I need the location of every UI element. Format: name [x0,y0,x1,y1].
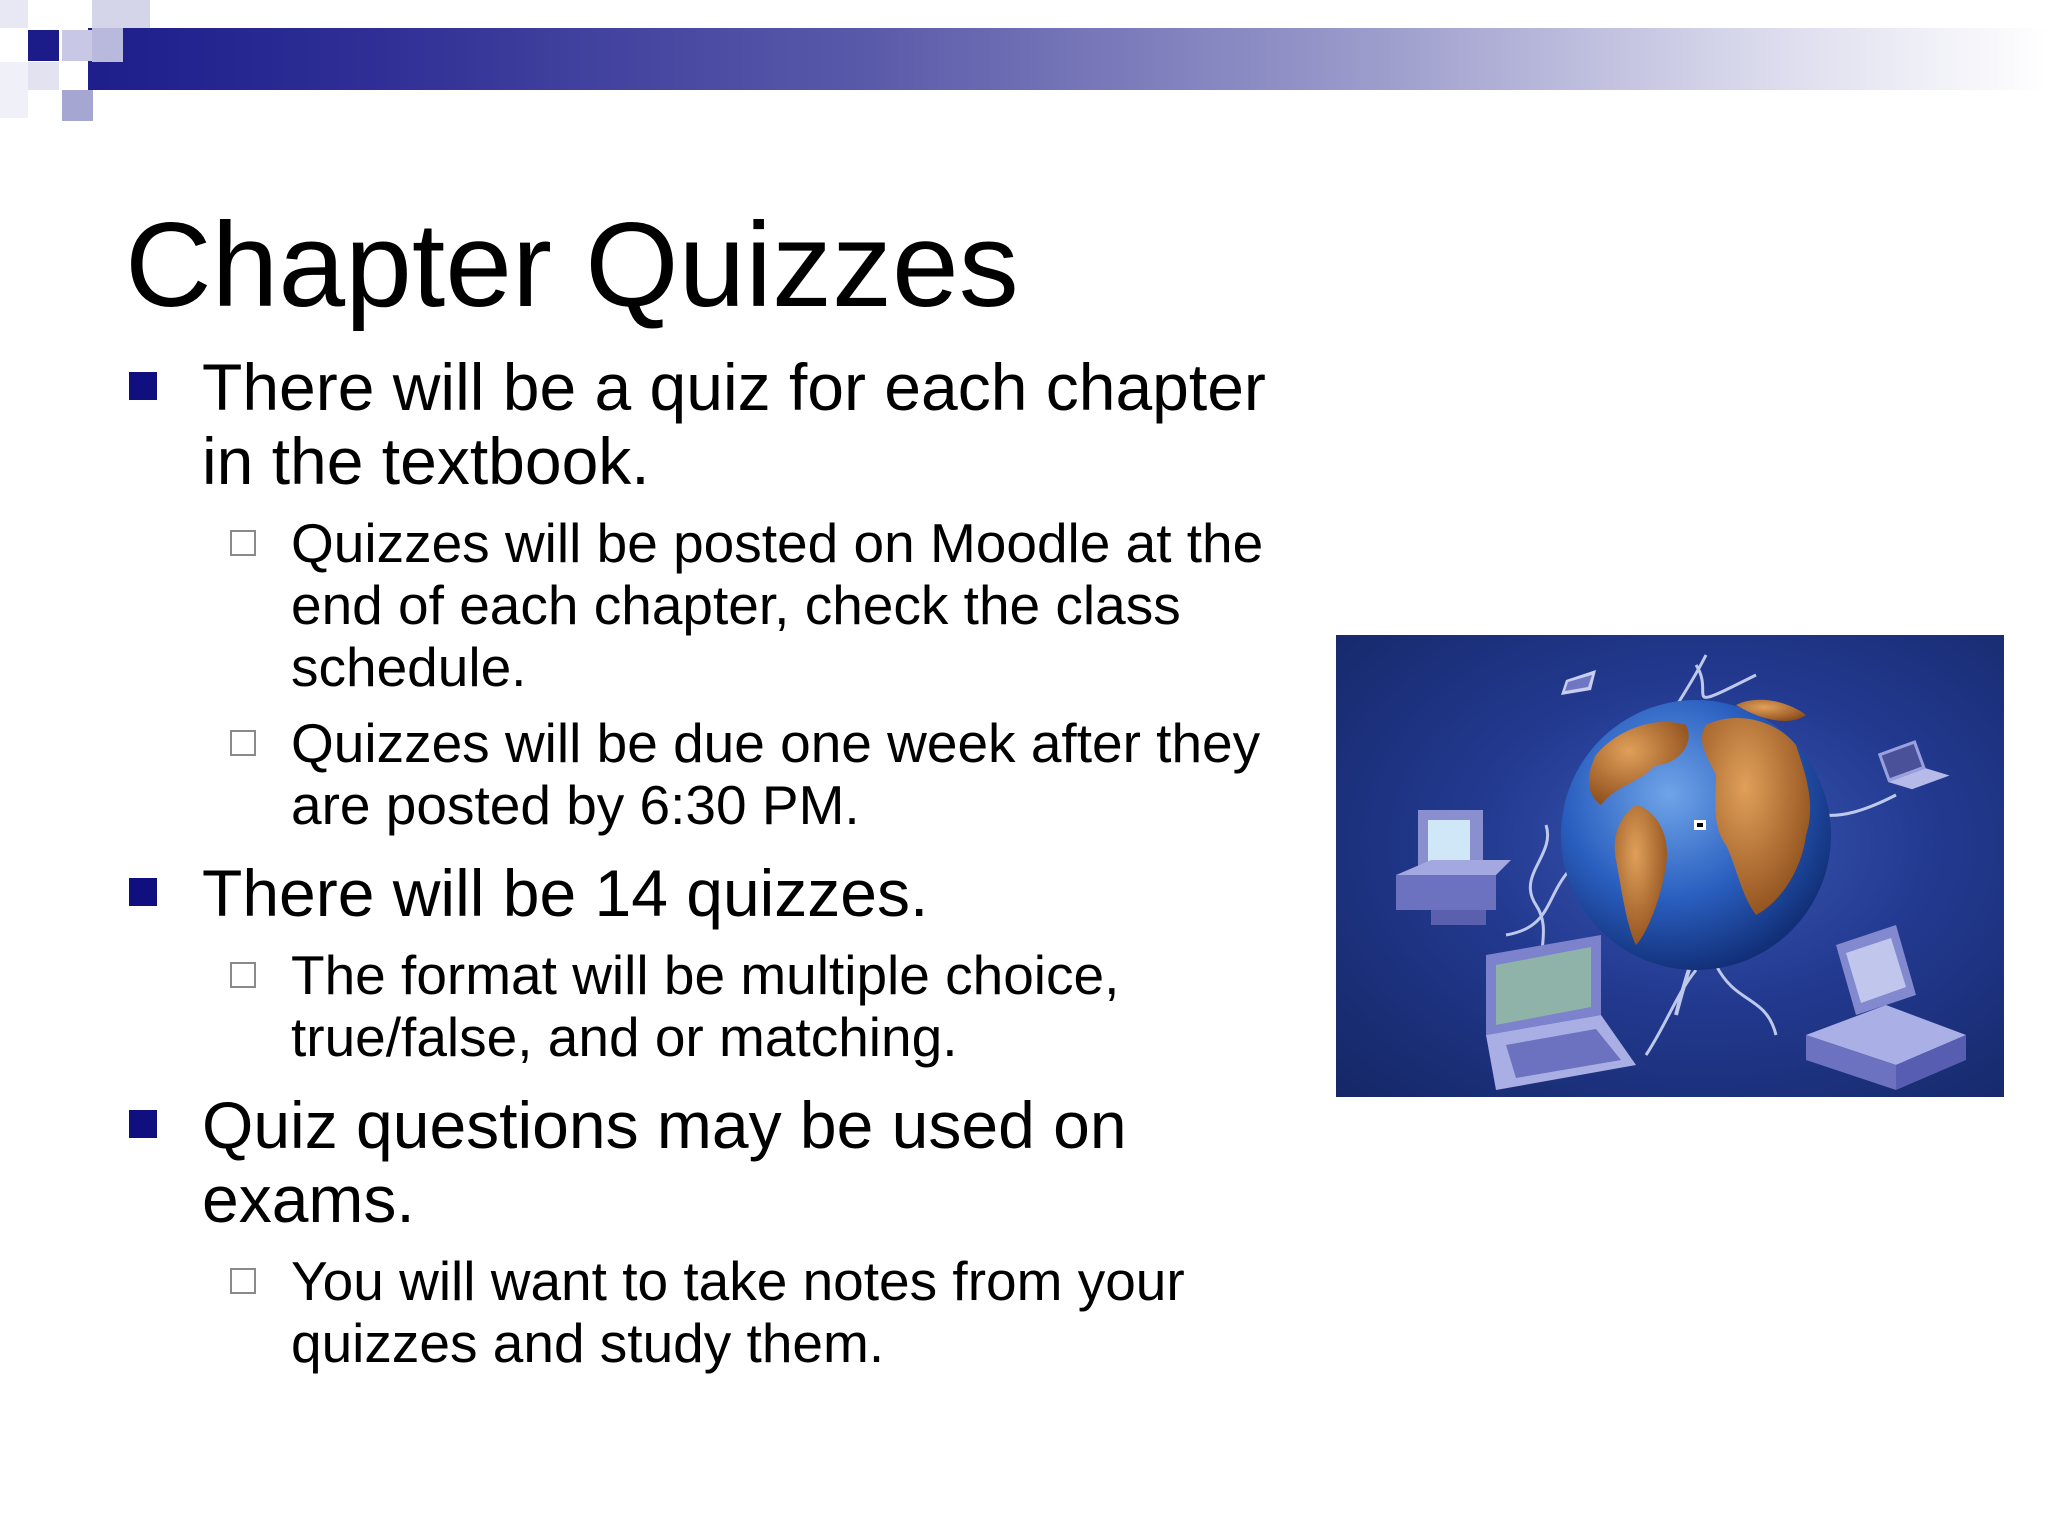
sub-bullet-text-line: Quizzes will be posted on Moodle at the [291,512,1264,574]
sub-bullet-text-line: The format will be multiple choice, [291,944,1120,1006]
square-bullet-icon [129,1110,157,1138]
bullet-text-line: exams. [202,1162,415,1236]
sub-bullet-text-line: schedule. [291,636,527,698]
deco-square [0,62,28,118]
bullet-text-line: in the textbook. [202,424,650,498]
sub-bullet-item [125,712,1325,836]
hollow-square-bullet-icon [230,530,256,556]
globe-network-icon [1336,635,2004,1097]
sub-bullet-item [125,944,1325,1068]
deco-square [0,0,28,28]
deco-square [62,30,93,61]
sub-bullet-text-line: Quizzes will be due one week after they [291,712,1261,774]
hollow-square-bullet-icon [230,1268,256,1294]
bullet-text-line: Quiz questions may be used on [202,1088,1127,1162]
bullet-item [125,350,1325,498]
header-decoration [0,0,2048,130]
gradient-bar [88,28,2048,90]
bullet-item [125,1088,1325,1236]
hollow-square-bullet-icon [230,962,256,988]
square-bullet-icon [129,878,157,906]
deco-square [92,28,123,62]
bullet-text-line: There will be 14 quizzes. [202,856,929,930]
deco-square [62,90,93,121]
sub-bullet-text-line: true/false, and or matching. [291,1006,958,1068]
bullet-item [125,856,1325,930]
deco-square [28,62,59,90]
deco-square [28,30,59,61]
globe-network-image [1336,635,2004,1097]
sub-bullet-text-line: end of each chapter, check the class [291,574,1181,636]
sub-bullet-item [125,512,1325,698]
sub-bullet-item [125,1250,1325,1374]
sub-bullet-text-line: quizzes and study them. [291,1312,885,1374]
deco-square [92,0,150,28]
square-bullet-icon [129,372,157,400]
slide-title: Chapter Quizzes [125,198,1019,332]
sub-bullet-text-line: are posted by 6:30 PM. [291,774,860,836]
bullet-text-line: There will be a quiz for each chapter [202,350,1266,424]
slide-body [125,350,1325,1374]
sub-bullet-text-line: You will want to take notes from your [291,1250,1185,1312]
hollow-square-bullet-icon [230,730,256,756]
